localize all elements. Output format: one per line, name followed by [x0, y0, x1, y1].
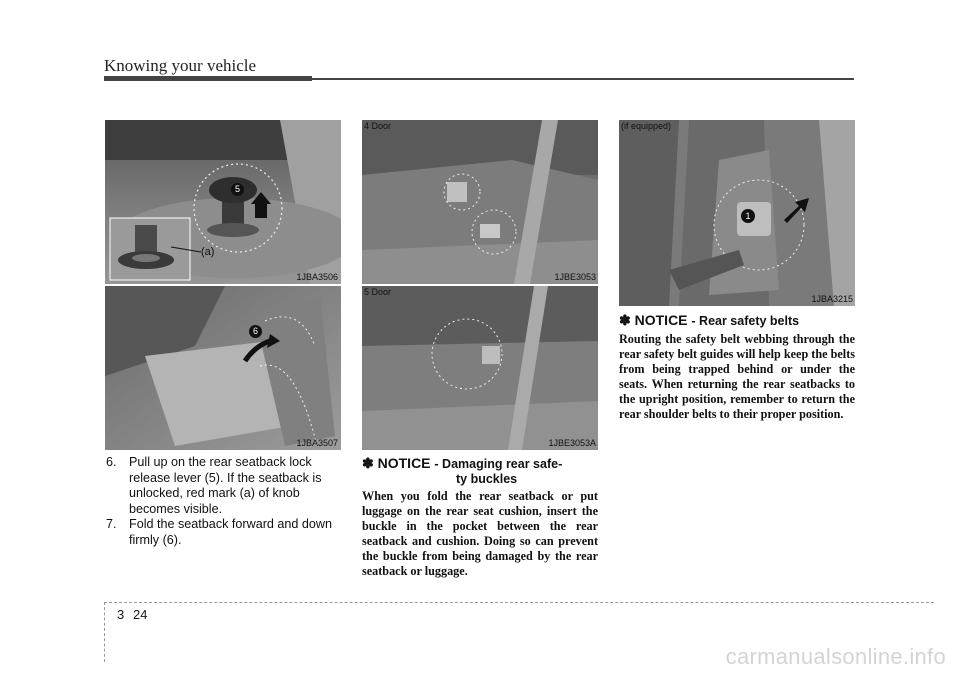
figure-seatback-fold — [105, 286, 341, 450]
callout-6: 6 — [249, 325, 262, 338]
notice-buckles — [362, 455, 598, 580]
figure-code: 1JBE3053 — [554, 272, 596, 282]
step-number: 6. — [106, 455, 117, 469]
callout-a: (a) — [201, 246, 215, 258]
figure-code: 1JBE3053A — [548, 438, 596, 448]
notice-subtitle-cont: ty buckles — [456, 472, 518, 486]
notice-body: Routing the safety belt webbing through the rear safety belt guides will help keep the belts from being trapped behind or under the seats. When returning the rear seatbacks to the upright position, remember to return the rear shoulder belts to their proper position. — [619, 332, 855, 422]
list-item — [106, 517, 340, 548]
figure-5door-buckles — [362, 286, 598, 450]
figure-code: 1JBA3506 — [296, 272, 338, 282]
footer-divider — [104, 602, 105, 662]
figure-seatback-lever — [105, 120, 341, 284]
step-text: Fold the seatback forward and down firmly (6). — [129, 517, 333, 547]
step-number: 7. — [106, 517, 117, 531]
callout-5: 5 — [231, 183, 244, 196]
page-number: 24 — [133, 607, 148, 622]
page-header-title: Knowing your vehicle — [104, 56, 257, 75]
if-equipped-label: (if equipped) — [621, 121, 672, 131]
figure-belt-guide — [619, 120, 855, 306]
notice-title: NOTICE — [377, 455, 431, 471]
notice-rear-belts — [619, 312, 855, 423]
figure-code: 1JBA3507 — [296, 438, 338, 448]
list-item — [106, 455, 340, 517]
section-number: 3 — [117, 607, 125, 622]
notice-body: When you fold the rear seatback or put luggage on the rear seat cushion, insert the buckle in the pocket between the rear seatback and cushion. Doing so can prevent the buckle from being damaged by the rear seatback or luggage. — [362, 489, 598, 579]
step-text: Pull up on the rear seatback lock release lever (5). If the seatback is unlocked, red mark (a) of knob becomes visible. — [129, 455, 322, 516]
notice-title: NOTICE — [634, 312, 688, 328]
door-label: 5 Door — [364, 287, 392, 297]
door-label: 4 Door — [364, 121, 392, 131]
notice-subtitle: - Rear safety belts — [691, 314, 800, 328]
notice-symbol: ✽ — [619, 312, 631, 328]
notice-symbol: ✽ — [362, 455, 374, 471]
notice-heading — [619, 312, 855, 329]
figure-4door-buckles — [362, 120, 598, 284]
footer-rule — [104, 602, 934, 603]
notice-subtitle: - Damaging rear safe- — [434, 457, 563, 471]
notice-heading-cont — [362, 470, 598, 486]
watermark: carmanualsonline.info — [725, 644, 946, 669]
steps-list — [106, 455, 340, 548]
header-bar — [104, 76, 312, 81]
figure-code: 1JBA3215 — [811, 294, 853, 304]
callout-1: 1 — [741, 209, 755, 223]
